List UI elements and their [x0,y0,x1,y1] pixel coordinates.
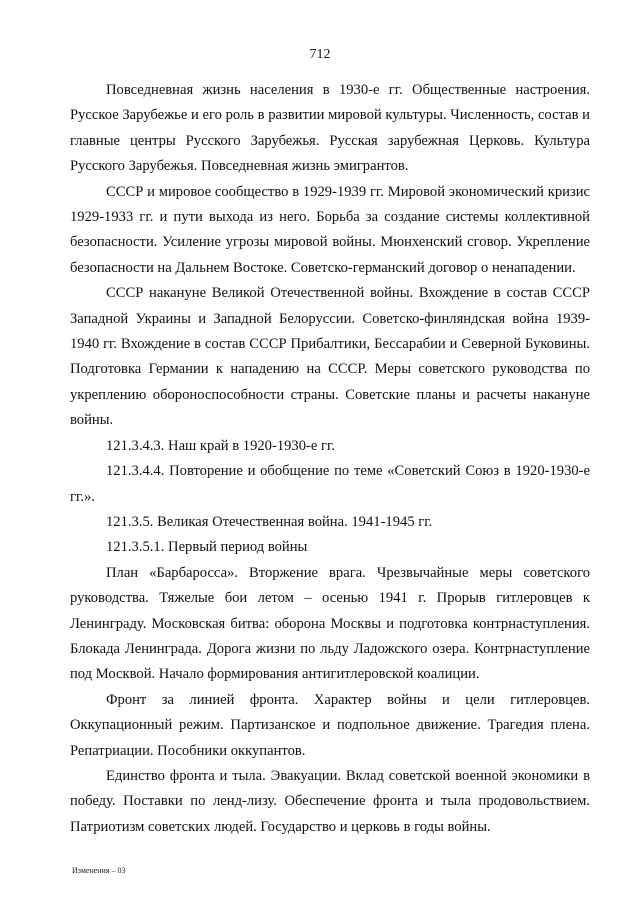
paragraph-everyday-life-1930s: Повседневная жизнь населения в 1930-е гг. Общественные настроения. Русское Зарубежье и его роль в развитии мировой культуры. Численность, состав и главные центры Русского Зарубежья. Русская зарубежная Церковь. Культура Русского Зарубежья. Повседневная жизнь эмигрантов. [70,82,590,175]
paragraph-ussr-world-community: СССР и мировое сообщество в 1929-1939 гг. Мировой экономический кризис 1929-1933 гг. и пути выхода из него. Борьба за создание системы коллективной безопасности. Усиление угрозы мировой войны. Мюнхенский сговор. Укрепление безопасности на Дальнем Востоке. Советско-германский договор о ненападении. [70,183,590,276]
paragraph-front-and-rear: Единство фронта и тыла. Эвакуации. Вклад советской военной экономики в победу. Поставки по ленд-лизу. Обеспечение фронта и тыла продовольствием. Патриотизм советских людей. Государство и церковь в годы войны. [70,767,590,835]
section-heading-our-region: 121.3.4.3. Наш край в 1920-1930-е гг. [106,437,335,454]
paragraph-ussr-before-war: СССР накануне Великой Отечественной войны. Вхождение в состав СССР Западной Украины и Западной Белоруссии. Советско-финляндская война 1939-1940 гг. Вхождение в состав СССР Прибалтики, Бессарабии и Северной Буковины. Подготовка Германии к нападению на СССР. Меры советского руководства по укреплению обороноспособности страны. Советские планы и расчеты накануне войны. [70,285,590,429]
revision-footer: Изменения – 03 [72,866,126,875]
section-heading-first-period: 121.3.5.1. Первый период войны [106,539,308,556]
section-heading-great-patriotic-war: 121.3.5. Великая Отечественная война. 1941-1945 гг. [106,513,433,530]
paragraph-front-behind-lines: Фронт за линией фронта. Характер войны и цели гитлеровцев. Оккупационный режим. Партизанское и подпольное движение. Трагедия плена. Репатриации. Пособники оккупантов. [70,691,590,759]
section-heading-review: 121.3.4.4. Повторение и обобщение по теме «Советский Союз в 1920-1930-е гг.». [70,463,590,505]
paragraph-barbarossa: План «Барбаросса». Вторжение врага. Чрезвычайные меры советского руководства. Тяжелые бои летом – осенью 1941 г. Прорыв гитлеровцев к Ленинграду. Московская битва: оборона Москвы и подготовка контрнаступления. Блокада Ленинграда. Дорога жизни по льду Ладожского озера. Контрнаступление под Москвой. Начало формирования антигитлеровской коалиции. [70,564,590,683]
page-number: 712 [309,47,331,62]
document-body [70,78,590,840]
